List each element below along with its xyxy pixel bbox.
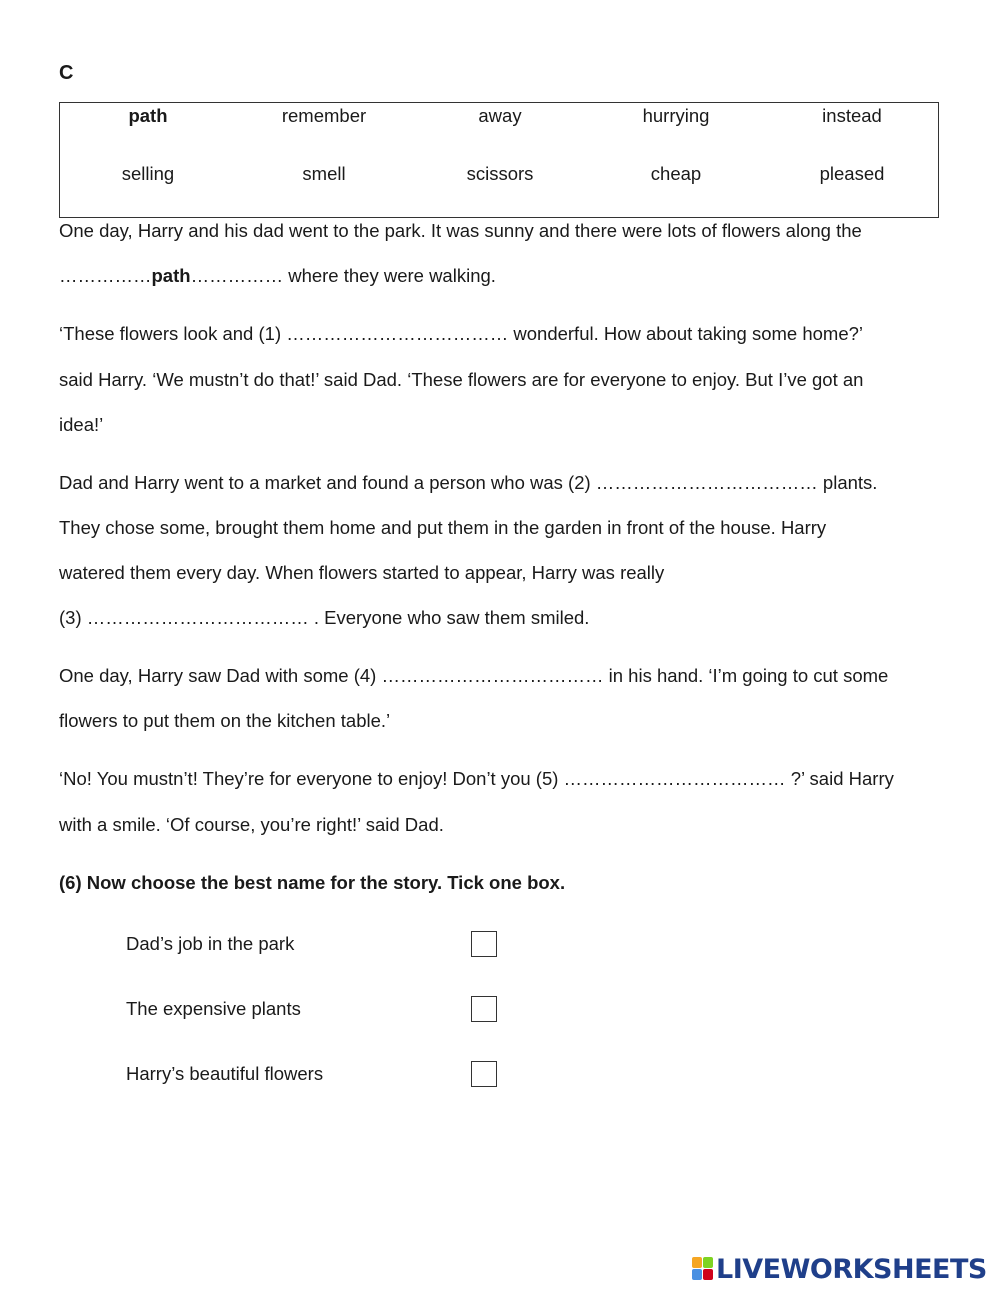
story-line-example — [59, 265, 949, 287]
option-label: Harry’s beautiful flowers — [126, 1063, 324, 1084]
tick-box-option-2[interactable] — [471, 996, 497, 1022]
story-line: One day, Harry saw Dad with some (4) ……………………………… in his hand. ‘I’m going to cut some — [59, 665, 889, 686]
word-bank-item: instead — [822, 105, 882, 126]
word-bank-item: cheap — [650, 163, 702, 184]
word-bank-item: selling — [121, 163, 175, 184]
story-line: idea!’ — [59, 414, 104, 435]
story-line: ‘These flowers look and (1) ……………………………… wonderful. How about taking some home?’ — [59, 323, 864, 344]
word-bank-item: pleased — [819, 163, 885, 184]
story-line: watered them every day. When flowers started to appear, Harry was really — [59, 562, 665, 583]
tick-box-option-1[interactable] — [471, 931, 497, 957]
story-line: ‘No! You mustn’t! They’re for everyone to enjoy! Don’t you (5) ……………………………… ?’ said Harry — [59, 768, 894, 789]
story-text: …………… where they were walking. — [190, 265, 496, 286]
option-label: Dad’s job in the park — [126, 933, 295, 954]
section-letter: C — [59, 62, 74, 84]
blank-dots: …………… — [59, 265, 152, 286]
story-line: (3) ……………………………… . Everyone who saw them smiled. — [59, 607, 590, 628]
story-line: flowers to put them on the kitchen table.’ — [59, 710, 391, 731]
tick-box-option-3[interactable] — [471, 1061, 497, 1087]
story-line: said Harry. ‘We mustn’t do that!’ said Dad. ‘These flowers are for everyone to enjoy. But I’ve got an — [59, 369, 864, 390]
word-bank-box — [59, 102, 939, 218]
example-answer: path — [151, 265, 191, 286]
word-bank-item: smell — [302, 163, 346, 184]
word-bank-item: path — [128, 105, 168, 126]
story-line: Dad and Harry went to a market and found a person who was (2) ……………………………… plants. — [59, 472, 878, 493]
word-bank-item: scissors — [466, 163, 534, 184]
word-bank-item: away — [478, 105, 522, 126]
word-bank-item: remember — [281, 105, 367, 126]
liveworksheets-logo-icon — [692, 1257, 714, 1281]
logo-text: LIVEWORKSHEETS — [716, 1253, 987, 1285]
question-6: (6) Now choose the best name for the story. Tick one box. — [59, 872, 566, 893]
story-line: One day, Harry and his dad went to the park. It was sunny and there were lots of flowers along the — [59, 220, 862, 241]
liveworksheets-logo — [692, 1254, 987, 1284]
word-bank-item: hurrying — [642, 105, 710, 126]
story-line: They chose some, brought them home and put them in the garden in front of the house. Harry — [59, 517, 827, 538]
story-line: with a smile. ‘Of course, you’re right!’ said Dad. — [59, 814, 444, 835]
option-label: The expensive plants — [126, 998, 301, 1019]
